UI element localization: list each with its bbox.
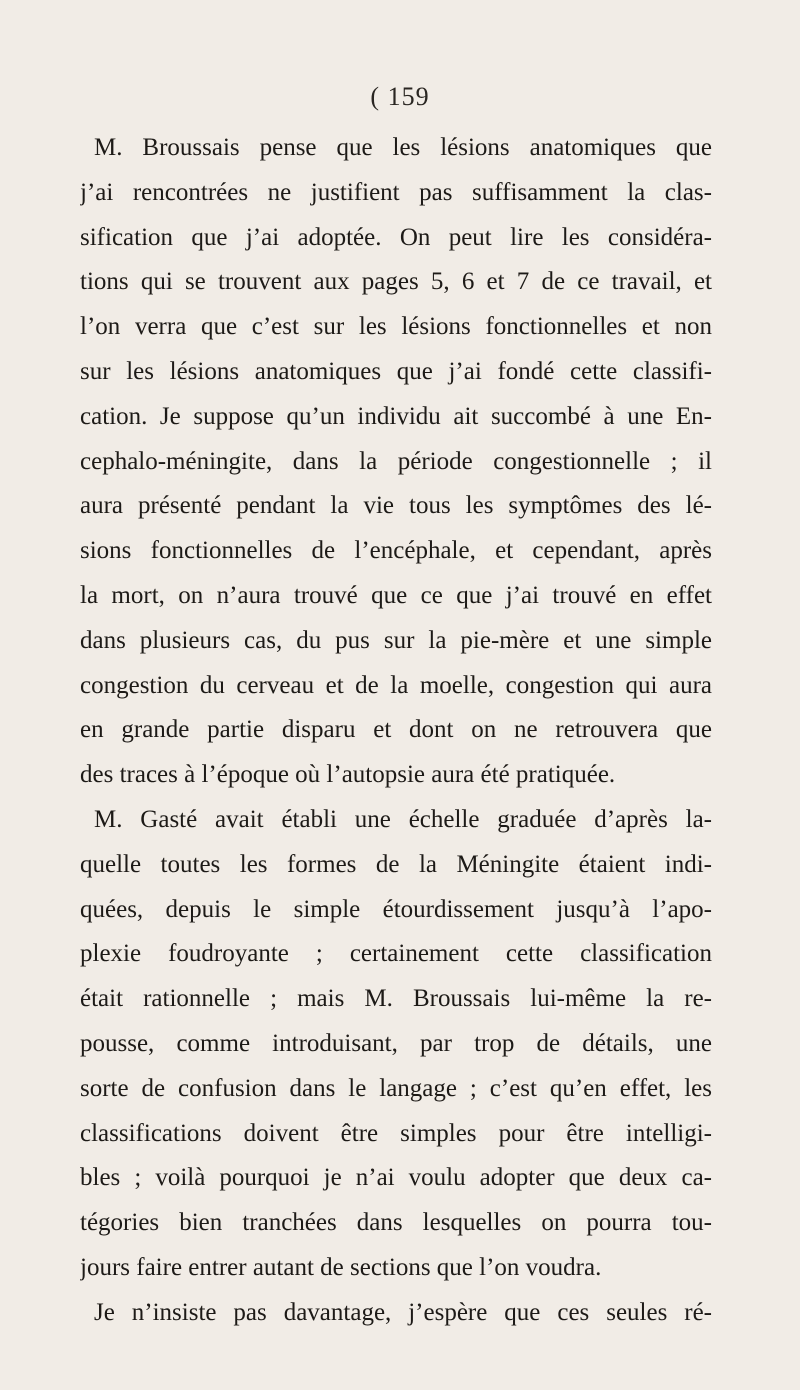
text-line: en grande partie disparu et dont on ne retrouvera que — [80, 716, 712, 744]
text-line: M. Gasté avait établi une échelle graduée d’après la- — [94, 805, 712, 833]
text-line: la mort, on n’aura trouvé que ce que j’ai trouvé en effet — [80, 581, 712, 609]
text-line: quelle toutes les formes de la Méningite étaient indi- — [80, 850, 712, 878]
text-line: pousse, comme introduisant, par trop de détails, une — [80, 1029, 712, 1057]
text-line: sorte de confusion dans le langage ; c’est qu’en effet, les — [80, 1074, 712, 1102]
text-line: cephalo-méningite, dans la période congestionnelle ; il — [80, 447, 712, 475]
text-line: Je n’insiste pas davantage, j’espère que ces seules ré- — [94, 1298, 712, 1326]
text-line: dans plusieurs cas, du pus sur la pie-mère et une simple — [80, 626, 712, 654]
text-line: était rationnelle ; mais M. Broussais lui-même la re- — [80, 985, 712, 1013]
text-line: plexie foudroyante ; certainement cette classification — [80, 940, 712, 968]
text-line: congestion du cerveau et de la moelle, congestion qui aura — [80, 671, 712, 699]
text-line: sions fonctionnelles de l’encéphale, et cependant, après — [80, 537, 712, 565]
text-line: sur les lésions anatomiques que j’ai fondé cette classifi- — [80, 357, 712, 385]
text-line: quées, depuis le simple étourdissement jusqu’à l’apo- — [80, 895, 712, 923]
text-line: tions qui se trouvent aux pages 5, 6 et 7 de ce travail, et — [80, 268, 712, 296]
text-line: cation. Je suppose qu’un individu ait succombé à une En- — [80, 402, 712, 430]
text-line: j’ai rencontrées ne justifient pas suffisamment la clas- — [80, 178, 712, 206]
text-line: aura présenté pendant la vie tous les symptômes des lé- — [80, 492, 712, 520]
text-line: bles ; voilà pourquoi je n’ai voulu adopter que deux ca- — [80, 1164, 712, 1192]
page-number: ( 159 — [370, 82, 430, 111]
text-line: sification que j’ai adoptée. On peut lire les considéra- — [80, 223, 712, 251]
text-line: des traces à l’époque où l’autopsie aura été pratiquée. — [80, 761, 616, 789]
text-line: classifications doivent être simples pour être intelligi- — [80, 1119, 712, 1147]
text-line: tégories bien tranchées dans lesquelles on pourra tou- — [80, 1209, 712, 1237]
body-text — [80, 126, 712, 1336]
text-line: jours faire entrer autant de sections que l’on voudra. — [80, 1253, 602, 1281]
text-line: l’on verra que c’est sur les lésions fonctionnelles et non — [80, 313, 712, 341]
text-line: M. Broussais pense que les lésions anatomiques que — [94, 134, 712, 161]
